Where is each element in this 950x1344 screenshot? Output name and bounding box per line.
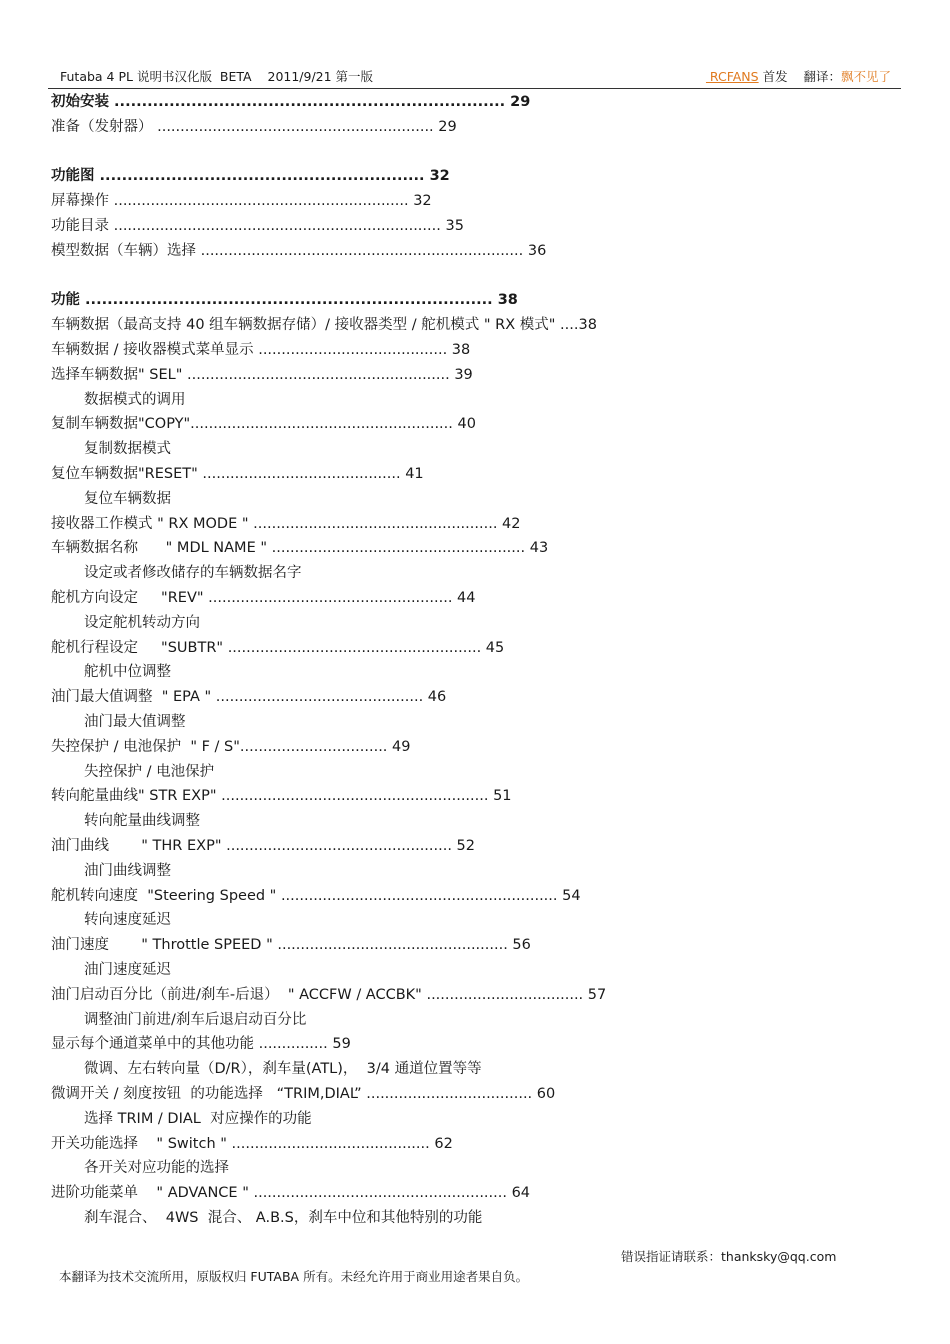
toc-entry-description: 油门速度延迟 xyxy=(84,962,171,978)
toc-entry-description: 油门曲线调整 xyxy=(84,862,171,879)
toc-entry-description: 设定舵机转动方向 xyxy=(84,614,200,631)
page-footer xyxy=(51,1247,901,1284)
toc-entry-description: 失控保护 / 电池保护 xyxy=(84,763,215,780)
toc-entry[interactable]: 模型数据（车辆）选择 ...................................................................... 36 xyxy=(51,242,547,259)
toc-entry[interactable]: 油门速度 " Throttle SPEED " .................................................. 56 xyxy=(51,937,531,954)
toc-entry-description: 数据模式的调用 xyxy=(84,391,186,408)
toc-entry-description: 设定或者修改储存的车辆数据名字 xyxy=(84,565,302,582)
toc-section-heading[interactable]: 功能图 ........................................................... 32 xyxy=(51,168,450,185)
toc-entry-description: 油门最大值调整 xyxy=(84,714,186,730)
publish-info xyxy=(706,67,891,87)
toc-entry[interactable]: 车辆数据（最高支持 40 组车辆数据存储）/ 接收器类型 / 舵机模式 " RX 模式" ....38 xyxy=(51,317,597,334)
toc-entry[interactable]: 选择车辆数据" SEL" ......................................................... 39 xyxy=(51,366,473,383)
toc-entry[interactable]: 油门最大值调整 " EPA " ............................................. 46 xyxy=(51,689,447,706)
toc-entry[interactable]: 准备（发射器） ............................................................ 29 xyxy=(51,118,457,135)
toc-entry[interactable]: 功能目录 ....................................................................... 35 xyxy=(51,218,464,234)
toc-entry[interactable]: 复位车辆数据"RESET" ........................................... 41 xyxy=(51,466,424,482)
publish-label: 首发 翻译： xyxy=(758,69,841,84)
toc-entry[interactable]: 复制车辆数据"COPY"......................................................... 40 xyxy=(51,416,476,433)
translator-name: 飘不见了 xyxy=(840,69,891,84)
contact-info: 错误指证请联系：thanksky@qq.com xyxy=(621,1249,837,1264)
toc-entry[interactable]: 开关功能选择 " Switch " ........................................... 62 xyxy=(51,1135,453,1152)
toc-entry[interactable]: 舵机行程设定 "SUBTR" ....................................................... 45 xyxy=(51,639,505,656)
toc-entry-description: 转向速度延迟 xyxy=(84,912,171,929)
toc-entry[interactable]: 显示每个通道菜单中的其他功能 ............... 59 xyxy=(51,1036,351,1053)
toc-entry-description: 各开关对应功能的选择 xyxy=(84,1160,229,1177)
toc-entry[interactable]: 接收器工作模式 " RX MODE " ..................................................... 42 xyxy=(51,515,521,532)
toc-entry-description: 舵机中位调整 xyxy=(84,664,171,681)
rcfans-link[interactable]: RCFANS xyxy=(705,69,759,84)
toc-section-heading[interactable]: 初始安装 ....................................................................... 29 xyxy=(51,94,531,110)
toc-entry[interactable]: 舵机方向设定 "REV" ..................................................... 44 xyxy=(51,590,476,606)
toc-entry[interactable]: 舵机转向速度 "Steering Speed " ............................................................ 54 xyxy=(51,887,581,904)
toc-entry[interactable]: 转向舵量曲线" STR EXP" .......................................................... 51 xyxy=(51,788,512,805)
toc-entry[interactable]: 失控保护 / 电池保护 " F / S"................................ 49 xyxy=(51,738,411,755)
toc-entry[interactable]: 屏幕操作 ................................................................ 32 xyxy=(51,193,432,210)
page-header xyxy=(48,67,901,89)
toc-entry[interactable]: 油门启动百分比（前进/刹车-后退） " ACCFW / ACCBK" .................................. 57 xyxy=(51,986,607,1003)
toc-entry[interactable]: 车辆数据名称 " MDL NAME " ....................................................... 43 xyxy=(51,540,549,557)
toc-entry-description: 刹车混合、 4WS 混合、 A.B.S，刹车中位和其他特别的功能 xyxy=(84,1210,483,1226)
toc-section-heading[interactable]: 功能 .......................................................................... 38 xyxy=(51,292,518,309)
toc-entry-description: 复位车辆数据 xyxy=(84,490,171,507)
toc-entry-description: 复制数据模式 xyxy=(84,441,171,458)
copyright-notice: 本翻译为技术交流所用，原版权归 FUTABA 所有。未经允许用于商业用途者果自负。 xyxy=(58,1269,529,1284)
toc-entry[interactable]: 微调开关 / 刻度按钮 的功能选择 “TRIM,DIAL” .................................... 60 xyxy=(51,1086,556,1102)
toc-entry-description: 选择 TRIM / DIAL 对应操作的功能 xyxy=(84,1110,312,1127)
toc-entry[interactable]: 进阶功能菜单 " ADVANCE " ....................................................... 64 xyxy=(51,1185,531,1202)
toc-entry[interactable]: 油门曲线 " THR EXP" ................................................. 52 xyxy=(51,838,476,854)
toc-entry-description: 调整油门前进/刹车后退启动百分比 xyxy=(84,1011,307,1028)
document-title: Futaba 4 PL 说明书汉化版 BETA 2011/9/21 第一版 xyxy=(60,69,374,84)
toc-entry-description: 微调、左右转向量（D/R），刹车量(ATL)， 3/4 通道位置等等 xyxy=(84,1061,482,1078)
toc-entry[interactable]: 车辆数据 / 接收器模式菜单显示 ......................................... 38 xyxy=(51,342,471,358)
toc-entry-description: 转向舵量曲线调整 xyxy=(84,813,200,830)
table-of-contents xyxy=(0,90,950,1240)
